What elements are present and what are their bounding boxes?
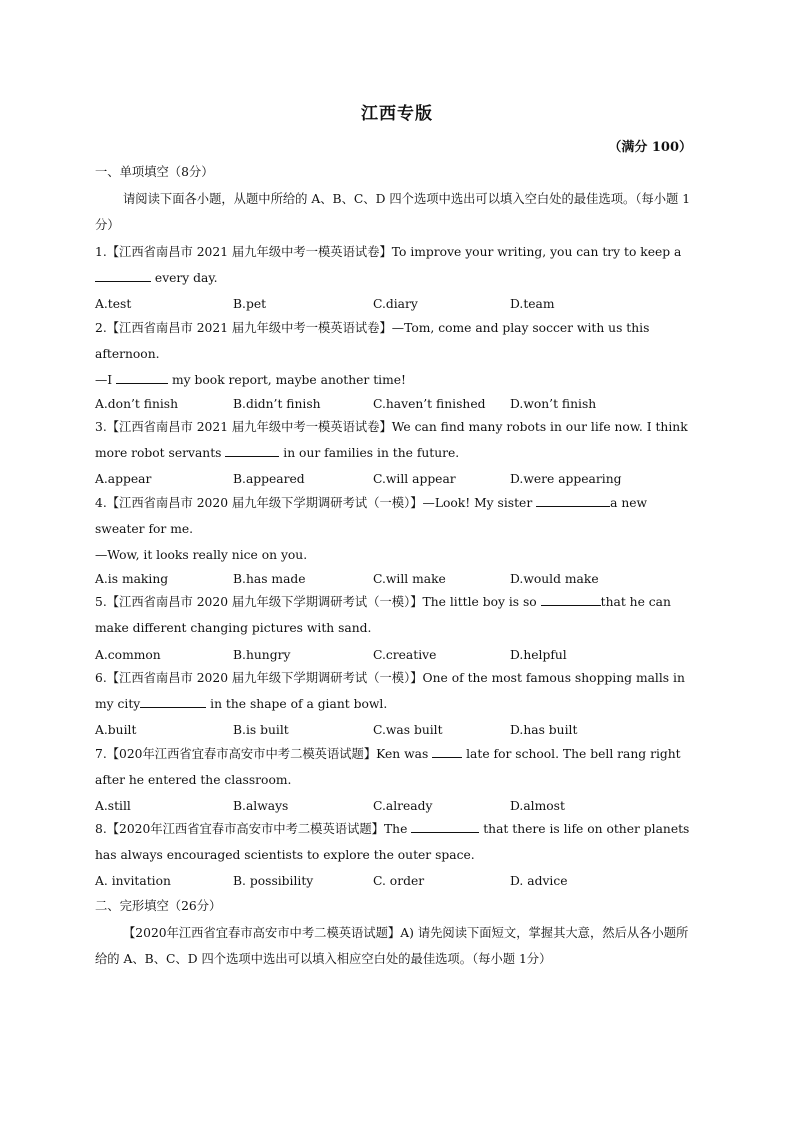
question-3-options [95,470,695,488]
question-4 [95,491,695,542]
option-d: D.were appearing [510,472,622,486]
section2-instruction: 【2020年江西省宜春市高安市中考二模英语试题】A) 请先阅读下面短文，掌握其大意，然后从各小题所给的 A、B、C、D 四个选项中选出可以填入相应空白处的最佳选项。（每小题 1分） [95,926,689,966]
question-2-reply [95,371,406,389]
option-b: B.pet [233,297,267,311]
question-7-stem-end: late for school. The bell rang right after he entered the classroom. [95,747,681,787]
option-c: C.was built [373,723,443,737]
option-d: D.would make [510,572,599,586]
answer-blank [536,494,610,507]
question-8-stem: 8.【2020年江西省宜春市高安市中考二模英语试题】The [95,822,408,836]
question-2 [95,316,695,367]
answer-blank [116,371,168,384]
question-8 [95,817,695,868]
option-c: C. order [373,874,425,888]
section1-instruction: 请阅读下面各小题，从题中所给的 A、B、C、D 四个选项中选出可以填入空白处的最佳选项。（每小题 1分） [95,192,691,232]
option-b: B.didn’t finish [233,397,321,411]
option-b: B.hungry [233,648,291,662]
answer-blank [95,269,151,282]
option-c: C.diary [373,297,418,311]
option-a: A.still [95,799,131,813]
option-b: B.has made [233,572,306,586]
option-b: B. possibility [233,874,314,888]
option-c: C.haven’t finished [373,397,486,411]
question-6-options [95,721,695,739]
question-1 [95,240,695,291]
question-4-stem-end: a new sweater for me. [95,496,648,536]
question-6-stem: 6.【江西省南昌市 2020 届九年级下学期调研考试（一模）】One of the most famous shopping malls in my city [95,671,685,711]
answer-blank [432,745,462,758]
answer-blank [140,695,206,708]
section2-heading: 二、完形填空（26分） [95,899,222,913]
question-4-reply: —Wow, it looks really nice on you. [95,548,308,562]
option-c: C.already [373,799,433,813]
question-6-stem-end: in the shape of a giant bowl. [210,696,388,711]
question-3 [95,415,695,466]
option-d: D.won’t finish [510,397,597,411]
option-d: D.team [510,297,555,311]
question-1-options [95,295,695,313]
question-3-stem: 3.【江西省南昌市 2021 届九年级中考一模英语试卷】We can find many robots in our life now. I think more robot servants [95,420,688,460]
option-a: A.is making [95,572,169,586]
question-4-stem: 4.【江西省南昌市 2020 届九年级下学期调研考试（一模）】—Look! My sister [95,496,533,510]
option-b: B.always [233,799,289,813]
option-c: C.creative [373,648,437,662]
question-5-stem-end: that he can make different changing pictures with sand. [95,595,671,635]
question-7-stem: 7.【020年江西省宜春市高安市中考二模英语试题】Ken was [95,747,429,761]
question-2-stem: 2.【江西省南昌市 2021 届九年级中考一模英语试卷】—Tom, come and play soccer with us this afternoon. [95,321,650,361]
question-2-options [95,395,695,413]
option-b: B.is built [233,723,289,737]
option-a: A.test [95,297,132,311]
question-1-stem-end: every day. [154,270,218,285]
option-a: A.built [95,723,137,737]
question-3-stem-end: in our families in the future. [283,445,460,460]
question-5 [95,590,695,641]
option-c: C.will make [373,572,446,586]
question-7 [95,742,695,793]
option-c: C.will appear [373,472,456,486]
page-title: 江西专版 [361,104,433,124]
question-1-stem: 1.【江西省南昌市 2021 届九年级中考一模英语试卷】To improve your writing, you can try to keep a [95,245,682,259]
option-d: D.helpful [510,648,567,662]
option-d: D.almost [510,799,565,813]
question-4-options [95,570,695,588]
question-2-reply-end: my book report, maybe another time! [172,373,406,387]
question-6 [95,666,695,717]
option-a: A.appear [95,472,152,486]
option-b: B.appeared [233,472,305,486]
option-d: D.has built [510,723,578,737]
option-a: A.don’t finish [95,397,179,411]
answer-blank [411,820,479,833]
answer-blank [225,444,279,457]
question-5-stem: 5.【江西省南昌市 2020 届九年级下学期调研考试（一模）】The little boy is so [95,595,537,609]
option-d: D. advice [510,874,568,888]
question-8-stem-end: that there is life on other planets has always encouraged scientists to explore the outer space. [95,822,690,862]
answer-blank [541,593,601,606]
question-7-options [95,797,695,815]
full-score-label: （满分 100） [608,140,692,155]
section1-heading: 一、单项填空（8分） [95,165,214,179]
question-8-options [95,872,695,890]
option-a: A. invitation [95,874,171,888]
question-2-reply-start: —I [95,373,113,387]
option-a: A.common [95,648,161,662]
question-5-options [95,646,695,664]
